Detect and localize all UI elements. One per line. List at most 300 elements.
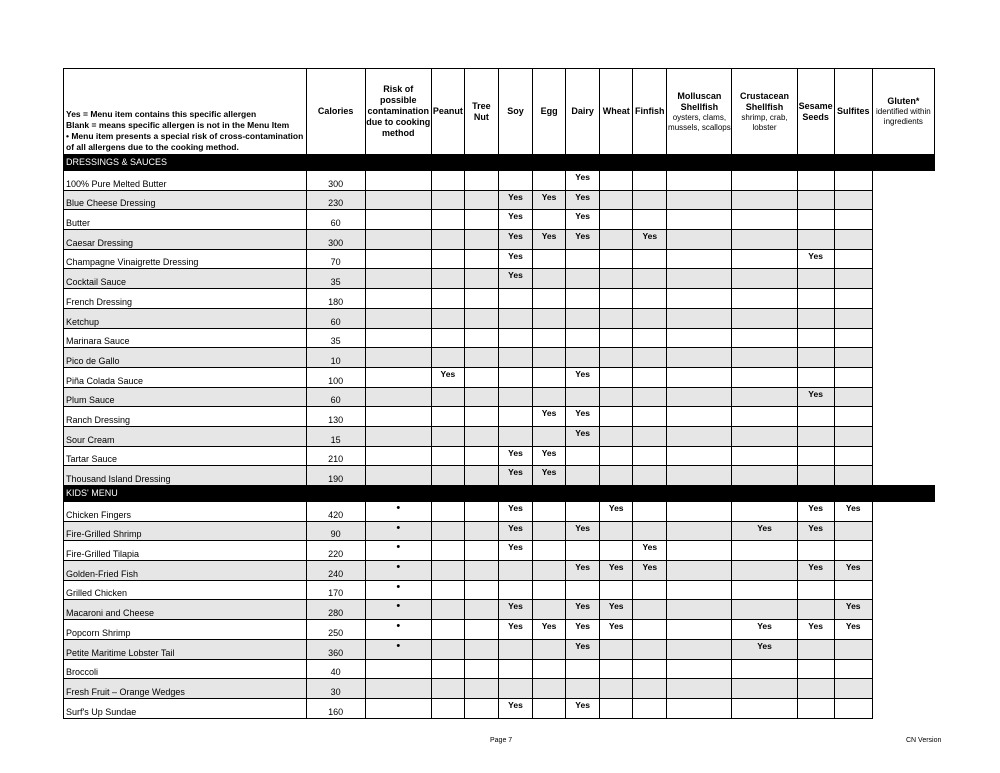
item-calories: 360 bbox=[306, 639, 365, 659]
egg-cell bbox=[533, 600, 566, 620]
soy-cell: Yes bbox=[498, 190, 532, 210]
sulfites-cell bbox=[834, 249, 872, 269]
crustacean-subtitle: shrimp, crab, lobster bbox=[741, 112, 788, 132]
wheat-cell bbox=[600, 289, 633, 309]
egg-cell: Yes bbox=[533, 446, 566, 466]
sesame-cell bbox=[797, 328, 834, 348]
tree-nut-cell bbox=[464, 580, 498, 600]
tree-nut-cell bbox=[464, 639, 498, 659]
risk-cell bbox=[365, 171, 431, 191]
egg-cell: Yes bbox=[533, 620, 566, 640]
finfish-header: Finfish bbox=[633, 69, 667, 155]
table-row bbox=[64, 387, 935, 407]
molluscan-cell bbox=[667, 289, 732, 309]
page-number: Page 7 bbox=[490, 737, 513, 744]
item-name: Macaroni and Cheese bbox=[64, 600, 307, 620]
sesame-cell bbox=[797, 348, 834, 368]
soy-cell: Yes bbox=[498, 698, 532, 718]
item-calories: 10 bbox=[306, 348, 365, 368]
peanut-cell bbox=[431, 171, 464, 191]
molluscan-cell bbox=[667, 367, 732, 387]
wheat-cell bbox=[600, 446, 633, 466]
sulfites-cell bbox=[834, 426, 872, 446]
peanut-cell bbox=[431, 659, 464, 679]
sesame-cell bbox=[797, 466, 834, 486]
item-name: Plum Sauce bbox=[64, 387, 307, 407]
soy-cell bbox=[498, 561, 532, 581]
finfish-cell bbox=[633, 269, 667, 289]
peanut-cell bbox=[431, 230, 464, 250]
soy-cell: Yes bbox=[498, 502, 532, 522]
peanut-cell bbox=[431, 190, 464, 210]
legend-cell bbox=[64, 69, 307, 155]
sesame-cell bbox=[797, 600, 834, 620]
soy-cell bbox=[498, 328, 532, 348]
dairy-cell bbox=[566, 659, 600, 679]
sulfites-cell: Yes bbox=[834, 502, 872, 522]
soy-cell bbox=[498, 387, 532, 407]
tree-nut-cell bbox=[464, 521, 498, 541]
item-calories: 130 bbox=[306, 407, 365, 427]
soy-cell bbox=[498, 426, 532, 446]
gluten-subtitle: identified within ingredients bbox=[876, 107, 931, 126]
item-name: 100% Pure Melted Butter bbox=[64, 171, 307, 191]
crustacean-cell bbox=[732, 348, 797, 368]
egg-cell bbox=[533, 289, 566, 309]
egg-cell bbox=[533, 348, 566, 368]
egg-cell bbox=[533, 367, 566, 387]
sesame-cell bbox=[797, 639, 834, 659]
crustacean-cell bbox=[732, 466, 797, 486]
peanut-cell bbox=[431, 289, 464, 309]
crustacean-title: Crustacean Shellfish bbox=[740, 90, 790, 112]
sesame-cell bbox=[797, 190, 834, 210]
crustacean-cell bbox=[732, 269, 797, 289]
peanut-header: Peanut bbox=[431, 69, 464, 155]
section-header-row bbox=[64, 155, 935, 171]
item-name: Broccoli bbox=[64, 659, 307, 679]
sulfites-cell bbox=[834, 446, 872, 466]
molluscan-title: Molluscan Shellfish bbox=[677, 90, 722, 112]
crustacean-cell bbox=[732, 698, 797, 718]
sulfites-cell bbox=[834, 521, 872, 541]
dairy-cell bbox=[566, 289, 600, 309]
molluscan-cell bbox=[667, 387, 732, 407]
item-name: Blue Cheese Dressing bbox=[64, 190, 307, 210]
risk-cell: • bbox=[365, 521, 431, 541]
sulfites-cell bbox=[834, 407, 872, 427]
crustacean-cell bbox=[732, 367, 797, 387]
egg-cell bbox=[533, 269, 566, 289]
peanut-cell bbox=[431, 561, 464, 581]
dairy-cell bbox=[566, 348, 600, 368]
wheat-cell: Yes bbox=[600, 502, 633, 522]
item-calories: 180 bbox=[306, 289, 365, 309]
calories-header: Calories bbox=[306, 69, 365, 155]
sesame-cell: Yes bbox=[797, 620, 834, 640]
table-row bbox=[64, 561, 935, 581]
dairy-cell bbox=[566, 328, 600, 348]
molluscan-cell bbox=[667, 580, 732, 600]
sulfites-cell bbox=[834, 541, 872, 561]
item-calories: 190 bbox=[306, 466, 365, 486]
item-name: Pico de Gallo bbox=[64, 348, 307, 368]
molluscan-cell bbox=[667, 659, 732, 679]
wheat-cell bbox=[600, 426, 633, 446]
molluscan-cell bbox=[667, 230, 732, 250]
molluscan-cell bbox=[667, 446, 732, 466]
sesame-cell bbox=[797, 308, 834, 328]
dairy-cell: Yes bbox=[566, 190, 600, 210]
dairy-cell bbox=[566, 446, 600, 466]
wheat-cell bbox=[600, 210, 633, 230]
crustacean-cell bbox=[732, 190, 797, 210]
table-row bbox=[64, 230, 935, 250]
table-row bbox=[64, 600, 935, 620]
soy-cell: Yes bbox=[498, 600, 532, 620]
finfish-cell bbox=[633, 620, 667, 640]
risk-cell bbox=[365, 269, 431, 289]
sesame-cell bbox=[797, 289, 834, 309]
item-calories: 230 bbox=[306, 190, 365, 210]
finfish-cell bbox=[633, 171, 667, 191]
sulfites-cell bbox=[834, 698, 872, 718]
sulfites-cell bbox=[834, 308, 872, 328]
sulfites-cell bbox=[834, 466, 872, 486]
item-name: Fire-Grilled Shrimp bbox=[64, 521, 307, 541]
egg-cell: Yes bbox=[533, 407, 566, 427]
item-name: Fire-Grilled Tilapia bbox=[64, 541, 307, 561]
legend-line: Yes = Menu item contains this specific allergen bbox=[66, 109, 257, 119]
crustacean-cell bbox=[732, 210, 797, 230]
finfish-cell bbox=[633, 600, 667, 620]
table-row bbox=[64, 210, 935, 230]
wheat-cell bbox=[600, 328, 633, 348]
item-name: Cocktail Sauce bbox=[64, 269, 307, 289]
soy-cell bbox=[498, 580, 532, 600]
soy-cell: Yes bbox=[498, 620, 532, 640]
peanut-cell bbox=[431, 308, 464, 328]
wheat-cell: Yes bbox=[600, 620, 633, 640]
wheat-cell: Yes bbox=[600, 561, 633, 581]
soy-cell: Yes bbox=[498, 249, 532, 269]
risk-cell bbox=[365, 249, 431, 269]
molluscan-cell bbox=[667, 210, 732, 230]
table-row bbox=[64, 521, 935, 541]
risk-cell: • bbox=[365, 561, 431, 581]
crustacean-cell bbox=[732, 580, 797, 600]
crustacean-cell bbox=[732, 446, 797, 466]
sulfites-cell: Yes bbox=[834, 600, 872, 620]
wheat-cell bbox=[600, 269, 633, 289]
peanut-cell: Yes bbox=[431, 367, 464, 387]
peanut-cell bbox=[431, 249, 464, 269]
item-name: Marinara Sauce bbox=[64, 328, 307, 348]
wheat-cell bbox=[600, 348, 633, 368]
tree-nut-cell bbox=[464, 230, 498, 250]
soy-cell bbox=[498, 171, 532, 191]
tree-nut-cell bbox=[464, 600, 498, 620]
item-calories: 220 bbox=[306, 541, 365, 561]
item-calories: 60 bbox=[306, 387, 365, 407]
egg-cell bbox=[533, 249, 566, 269]
dairy-cell: Yes bbox=[566, 230, 600, 250]
egg-cell: Yes bbox=[533, 190, 566, 210]
item-calories: 35 bbox=[306, 328, 365, 348]
peanut-cell bbox=[431, 328, 464, 348]
risk-cell bbox=[365, 426, 431, 446]
sesame-cell bbox=[797, 446, 834, 466]
dairy-cell bbox=[566, 466, 600, 486]
molluscan-header bbox=[667, 69, 732, 155]
tree-nut-cell bbox=[464, 171, 498, 191]
crustacean-cell bbox=[732, 328, 797, 348]
item-name: Sour Cream bbox=[64, 426, 307, 446]
item-calories: 70 bbox=[306, 249, 365, 269]
crustacean-cell bbox=[732, 541, 797, 561]
table-row bbox=[64, 639, 935, 659]
sesame-cell bbox=[797, 580, 834, 600]
item-name: Surf's Up Sundae bbox=[64, 698, 307, 718]
item-name: Golden-Fried Fish bbox=[64, 561, 307, 581]
item-calories: 210 bbox=[306, 446, 365, 466]
crustacean-cell bbox=[732, 249, 797, 269]
dairy-cell: Yes bbox=[566, 407, 600, 427]
item-calories: 40 bbox=[306, 659, 365, 679]
item-name: Popcorn Shrimp bbox=[64, 620, 307, 640]
soy-cell bbox=[498, 639, 532, 659]
item-name: Ranch Dressing bbox=[64, 407, 307, 427]
sesame-cell bbox=[797, 407, 834, 427]
item-name: Grilled Chicken bbox=[64, 580, 307, 600]
sesame-header: Sesame Seeds bbox=[797, 69, 834, 155]
finfish-cell bbox=[633, 249, 667, 269]
tree-nut-cell bbox=[464, 426, 498, 446]
finfish-cell bbox=[633, 466, 667, 486]
egg-cell bbox=[533, 426, 566, 446]
wheat-cell: Yes bbox=[600, 600, 633, 620]
table-row bbox=[64, 348, 935, 368]
dairy-cell bbox=[566, 541, 600, 561]
section-header-row bbox=[64, 486, 935, 502]
peanut-cell bbox=[431, 210, 464, 230]
peanut-cell bbox=[431, 426, 464, 446]
risk-cell: • bbox=[365, 639, 431, 659]
dairy-cell bbox=[566, 679, 600, 699]
wheat-cell bbox=[600, 679, 633, 699]
tree-nut-cell bbox=[464, 308, 498, 328]
wheat-cell bbox=[600, 407, 633, 427]
sulfites-cell bbox=[834, 269, 872, 289]
sulfites-cell bbox=[834, 639, 872, 659]
risk-header: Risk of possible contamination due to cooking method bbox=[365, 69, 431, 155]
molluscan-cell bbox=[667, 328, 732, 348]
egg-header: Egg bbox=[533, 69, 566, 155]
soy-cell bbox=[498, 308, 532, 328]
sulfites-cell bbox=[834, 348, 872, 368]
item-name: Thousand Island Dressing bbox=[64, 466, 307, 486]
molluscan-cell bbox=[667, 190, 732, 210]
dairy-cell bbox=[566, 387, 600, 407]
egg-cell bbox=[533, 328, 566, 348]
table-row bbox=[64, 620, 935, 640]
risk-cell bbox=[365, 407, 431, 427]
risk-cell bbox=[365, 289, 431, 309]
molluscan-cell bbox=[667, 561, 732, 581]
crustacean-cell bbox=[732, 171, 797, 191]
finfish-cell bbox=[633, 348, 667, 368]
molluscan-cell bbox=[667, 620, 732, 640]
risk-cell bbox=[365, 446, 431, 466]
crustacean-cell: Yes bbox=[732, 639, 797, 659]
sulfites-cell bbox=[834, 659, 872, 679]
peanut-cell bbox=[431, 269, 464, 289]
legend-line: of all allergens due to the cooking method. bbox=[66, 142, 239, 152]
wheat-cell bbox=[600, 171, 633, 191]
finfish-cell bbox=[633, 639, 667, 659]
sulfites-cell bbox=[834, 289, 872, 309]
finfish-cell bbox=[633, 210, 667, 230]
table-row bbox=[64, 367, 935, 387]
sesame-cell bbox=[797, 210, 834, 230]
crustacean-cell bbox=[732, 600, 797, 620]
finfish-cell bbox=[633, 698, 667, 718]
soy-cell: Yes bbox=[498, 269, 532, 289]
soy-cell: Yes bbox=[498, 541, 532, 561]
sesame-cell: Yes bbox=[797, 521, 834, 541]
item-calories: 60 bbox=[306, 210, 365, 230]
sesame-cell bbox=[797, 679, 834, 699]
item-name: Champagne Vinaigrette Dressing bbox=[64, 249, 307, 269]
tree-nut-cell bbox=[464, 190, 498, 210]
peanut-cell bbox=[431, 387, 464, 407]
soy-cell bbox=[498, 407, 532, 427]
finfish-cell bbox=[633, 426, 667, 446]
finfish-cell bbox=[633, 659, 667, 679]
tree-nut-cell bbox=[464, 679, 498, 699]
peanut-cell bbox=[431, 407, 464, 427]
soy-cell: Yes bbox=[498, 521, 532, 541]
finfish-cell bbox=[633, 580, 667, 600]
sulfites-cell bbox=[834, 328, 872, 348]
peanut-cell bbox=[431, 600, 464, 620]
wheat-header: Wheat bbox=[600, 69, 633, 155]
molluscan-cell bbox=[667, 249, 732, 269]
crustacean-cell bbox=[732, 407, 797, 427]
wheat-cell bbox=[600, 230, 633, 250]
item-name: French Dressing bbox=[64, 289, 307, 309]
finfish-cell: Yes bbox=[633, 541, 667, 561]
egg-cell bbox=[533, 387, 566, 407]
peanut-cell bbox=[431, 502, 464, 522]
risk-cell bbox=[365, 308, 431, 328]
molluscan-cell bbox=[667, 269, 732, 289]
table-row bbox=[64, 190, 935, 210]
peanut-cell bbox=[431, 521, 464, 541]
tree-nut-cell bbox=[464, 541, 498, 561]
dairy-cell: Yes bbox=[566, 639, 600, 659]
crustacean-cell bbox=[732, 308, 797, 328]
crustacean-cell bbox=[732, 289, 797, 309]
item-calories: 300 bbox=[306, 171, 365, 191]
wheat-cell bbox=[600, 521, 633, 541]
crustacean-cell bbox=[732, 230, 797, 250]
section-title: KIDS' MENU bbox=[64, 486, 935, 502]
sesame-cell: Yes bbox=[797, 249, 834, 269]
table-row bbox=[64, 502, 935, 522]
item-calories: 90 bbox=[306, 521, 365, 541]
table-row bbox=[64, 698, 935, 718]
allergen-table bbox=[63, 68, 935, 719]
risk-cell bbox=[365, 466, 431, 486]
item-name: Ketchup bbox=[64, 308, 307, 328]
tree-nut-cell bbox=[464, 249, 498, 269]
soy-cell: Yes bbox=[498, 466, 532, 486]
version-label: CN Version bbox=[906, 737, 942, 744]
wheat-cell bbox=[600, 698, 633, 718]
dairy-cell: Yes bbox=[566, 698, 600, 718]
sulfites-cell: Yes bbox=[834, 620, 872, 640]
finfish-cell bbox=[633, 367, 667, 387]
table-row bbox=[64, 580, 935, 600]
item-calories: 280 bbox=[306, 600, 365, 620]
sesame-cell bbox=[797, 230, 834, 250]
molluscan-cell bbox=[667, 541, 732, 561]
item-calories: 15 bbox=[306, 426, 365, 446]
dairy-cell bbox=[566, 502, 600, 522]
crustacean-cell bbox=[732, 502, 797, 522]
soy-header: Soy bbox=[498, 69, 532, 155]
peanut-cell bbox=[431, 466, 464, 486]
wheat-cell bbox=[600, 466, 633, 486]
finfish-cell bbox=[633, 407, 667, 427]
risk-cell: • bbox=[365, 580, 431, 600]
risk-cell bbox=[365, 387, 431, 407]
wheat-cell bbox=[600, 249, 633, 269]
egg-cell bbox=[533, 541, 566, 561]
molluscan-cell bbox=[667, 679, 732, 699]
item-name: Petite Maritime Lobster Tail bbox=[64, 639, 307, 659]
tree-nut-header: Tree Nut bbox=[464, 69, 498, 155]
dairy-cell: Yes bbox=[566, 210, 600, 230]
finfish-cell bbox=[633, 308, 667, 328]
finfish-cell: Yes bbox=[633, 230, 667, 250]
table-body bbox=[64, 155, 935, 719]
peanut-cell bbox=[431, 620, 464, 640]
tree-nut-cell bbox=[464, 659, 498, 679]
dairy-cell bbox=[566, 308, 600, 328]
peanut-cell bbox=[431, 679, 464, 699]
table-row bbox=[64, 426, 935, 446]
molluscan-cell bbox=[667, 502, 732, 522]
item-calories: 35 bbox=[306, 269, 365, 289]
tree-nut-cell bbox=[464, 502, 498, 522]
table-row bbox=[64, 328, 935, 348]
item-name: Piña Colada Sauce bbox=[64, 367, 307, 387]
soy-cell bbox=[498, 289, 532, 309]
risk-cell: • bbox=[365, 600, 431, 620]
tree-nut-cell bbox=[464, 561, 498, 581]
tree-nut-cell bbox=[464, 620, 498, 640]
wheat-cell bbox=[600, 387, 633, 407]
item-name: Chicken Fingers bbox=[64, 502, 307, 522]
risk-cell bbox=[365, 367, 431, 387]
egg-cell bbox=[533, 210, 566, 230]
crustacean-cell: Yes bbox=[732, 620, 797, 640]
crustacean-cell bbox=[732, 561, 797, 581]
item-calories: 170 bbox=[306, 580, 365, 600]
wheat-cell bbox=[600, 308, 633, 328]
